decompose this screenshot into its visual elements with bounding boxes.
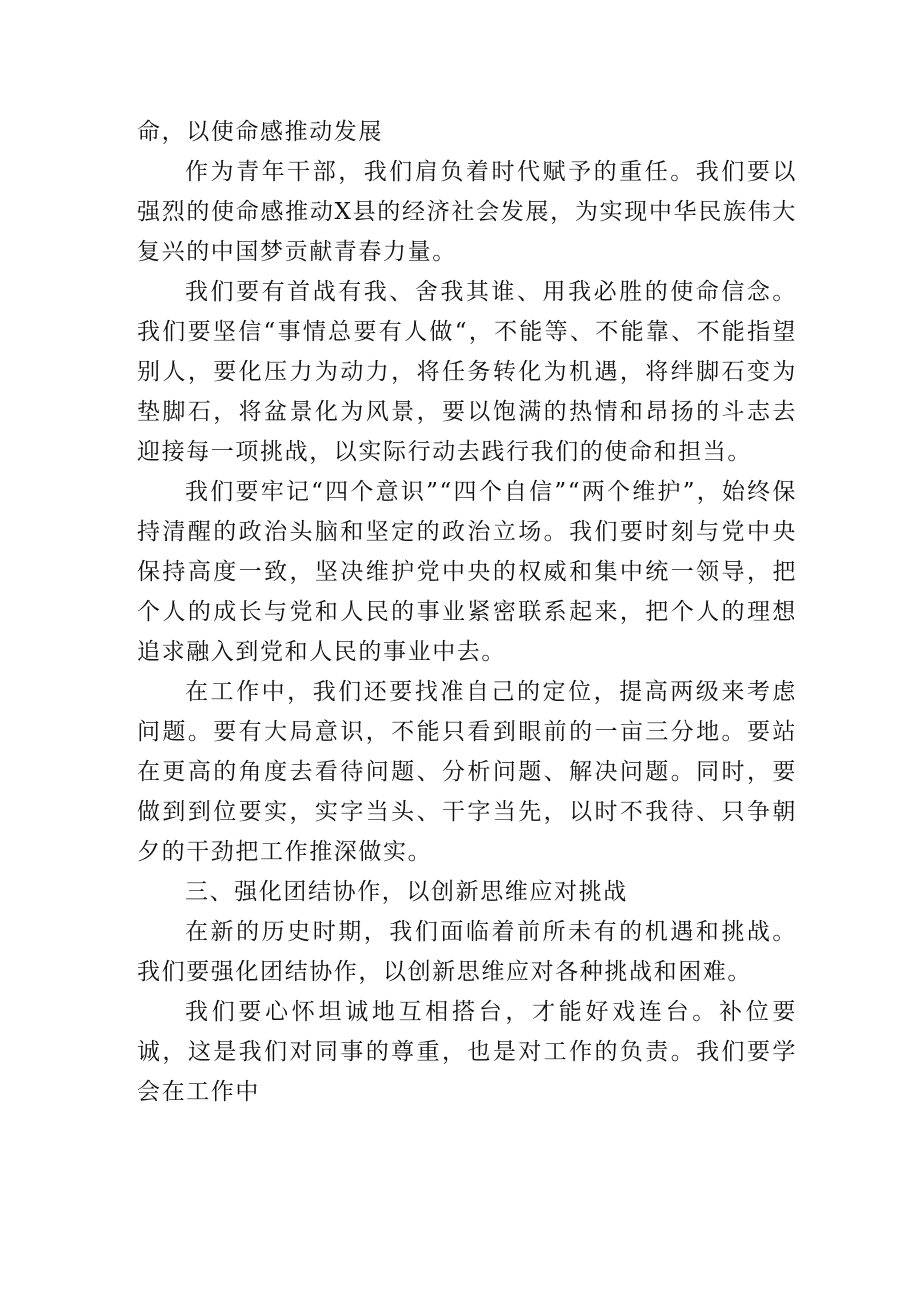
- paragraph-political-stance: 我们要牢记“四个意识”“四个自信”“两个维护”，始终保持清醒的政治头脑和坚定的政治立场。我们要时刻与党中央保持高度一致，坚决维护党中央的权威和集中统一领导，把个人的成长与党和人民的事业紧密联系起来，把个人的理想追求融入到党和人民的事业中去。: [137, 479, 797, 665]
- paragraph-youth-responsibility: 作为青年干部，我们肩负着时代赋予的重任。我们要以强烈的使命感推动X县的经济社会发展，为实现中华民族伟大复兴的中国梦贡献青春力量。: [137, 159, 797, 265]
- paragraph-mission-belief: 我们要有首战有我、舍我其谁、用我必胜的使命信念。我们要坚信“事情总要有人做“，不能等、不能靠、不能指望别人，要化压力为动力，将任务转化为机遇，将绊脚石变为垫脚石，将盆景化为风景，要以饱满的热情和昂扬的斗志去迎接每一项挑战，以实际行动去践行我们的使命和担当。: [137, 279, 797, 465]
- continuation-line: 命，以使命感推动发展: [137, 119, 383, 145]
- paragraph-work-positioning: 在工作中，我们还要找准自己的定位，提高两级来考虑问题。要有大局意识，不能只看到眼前的一亩三分地。要站在更高的角度去看待问题、分析问题、解决问题。同时，要做到到位要实，实字当头、干字当先，以时不我待、只争朝夕的干劲把工作推深做实。: [137, 679, 797, 865]
- paragraph-teamwork: 我们要心怀坦诚地互相搭台，才能好戏连台。补位要诚，这是我们对同事的尊重，也是对工作的负责。我们要学会在工作中: [137, 999, 797, 1105]
- document-body: [137, 112, 797, 1112]
- paragraph-new-era-challenges: 在新的历史时期，我们面临着前所未有的机遇和挑战。我们要强化团结协作，以创新思维应对各种挑战和困难。: [137, 919, 797, 985]
- section-heading: 三、强化团结协作，以创新思维应对挑战: [185, 879, 628, 905]
